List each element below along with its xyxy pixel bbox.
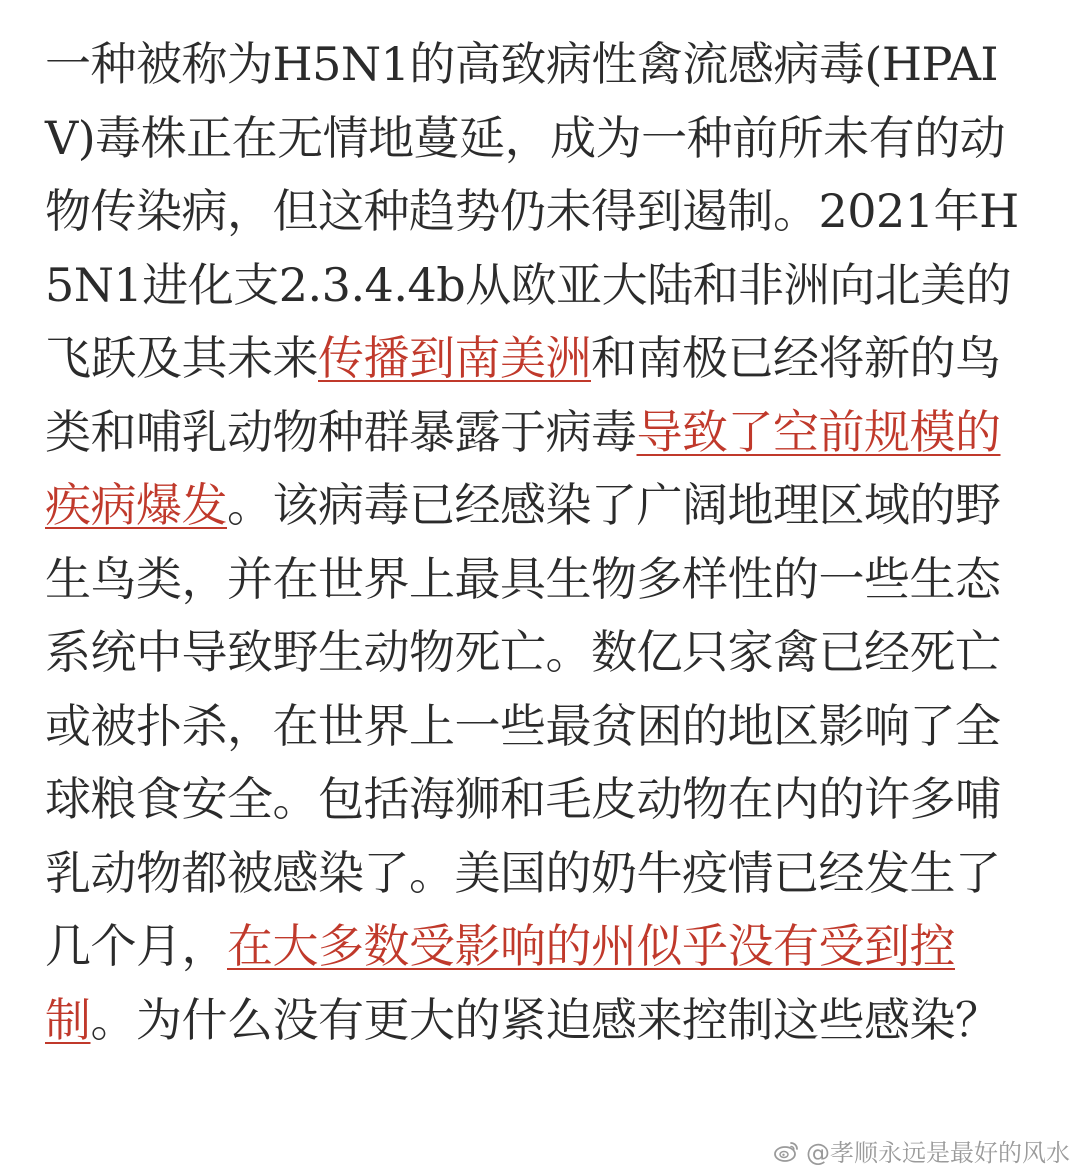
article-text-segment-1: 一种被称为H5N1的高致病性禽流感病毒(HPAIV)毒株正在无情地蔓延，成为一种前所未有的动物传染病，但这种趋势仍未得到遏制。2021年H5N1进化支2.3.4.4b从欧亚大陆和非洲向北美的飞跃及其未来	[45, 37, 1019, 385]
watermark-text: @孝顺永远是最好的风水	[806, 1139, 1070, 1167]
link-spread-to-south-america[interactable]: 传播到南美洲	[318, 331, 591, 385]
article-text-segment-3: 。该病毒已经感染了广阔地理区域的野生鸟类，并在世界上最具生物多样性的一些生态系统中导致野生动物死亡。数亿只家禽已经死亡或被扑杀，在世界上一些最贫困的地区影响了全球粮食安全。包括海狮和毛皮动物在内的许多哺乳动物都被感染了。美国的奶牛疫情已经发生了几个月，	[45, 478, 1001, 973]
weibo-icon	[774, 1140, 800, 1162]
link-unprecedented-outbreaks[interactable]: 导致了空前规模的疾病爆发	[45, 404, 1001, 532]
article-text-segment-4: 。为什么没有更大的紧迫感来控制这些感染？	[90, 992, 1001, 1047]
article-paragraph	[45, 28, 1040, 1057]
link-not-under-control[interactable]: 在大多数受影响的州似乎没有受到控制	[45, 919, 955, 1047]
article-text-segment-2: 和南极已经将新的鸟类和哺乳动物种群暴露于病毒	[45, 331, 1001, 459]
weibo-watermark	[774, 1133, 1070, 1168]
